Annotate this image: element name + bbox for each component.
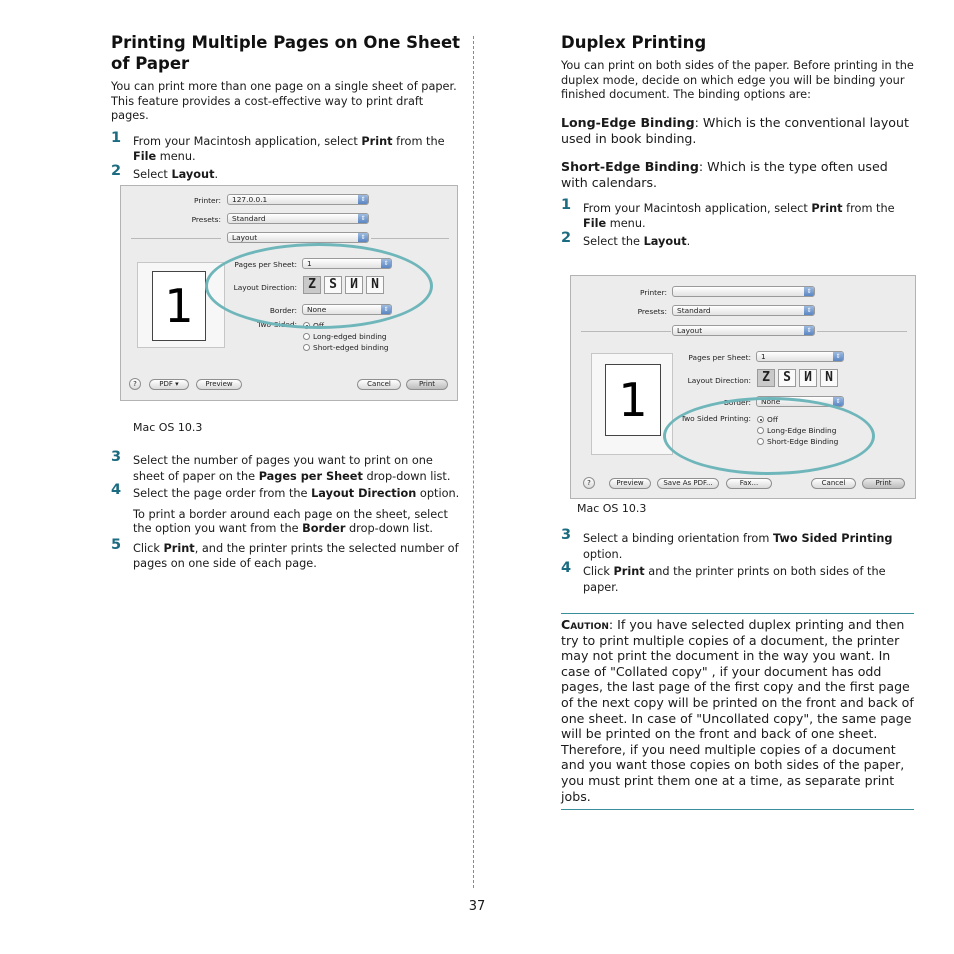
term-bold: Short-Edge Binding xyxy=(561,158,699,174)
step-number: 1 xyxy=(561,196,572,213)
presets-popup[interactable] xyxy=(672,305,815,316)
preview-button[interactable]: Preview xyxy=(609,478,651,489)
step-bold: Print xyxy=(361,134,393,148)
presets-label: Presets: xyxy=(637,307,667,316)
step-bold: File xyxy=(583,217,607,230)
column-divider xyxy=(473,36,474,888)
duplex-intro: You can print on both sides of the paper. Before printing in the duplex mode, decide on which edge you will be binding your finished document. The binding options are: xyxy=(561,59,914,101)
printer-popup[interactable] xyxy=(227,194,369,205)
panel-value: Layout xyxy=(677,326,703,335)
step-number: 3 xyxy=(561,527,572,543)
step-number: 2 xyxy=(111,162,122,179)
step-3 xyxy=(561,527,914,562)
radio-label: Off xyxy=(767,415,778,424)
popup-arrows-icon: ⇕ xyxy=(804,306,814,315)
layout-preview xyxy=(591,353,673,455)
direction-z-icon[interactable]: Z xyxy=(757,369,775,387)
direction-s-icon[interactable]: S xyxy=(778,369,796,387)
popup-arrows-icon: ⇕ xyxy=(381,305,391,314)
note-bold: Border xyxy=(302,522,346,535)
step-number: 3 xyxy=(111,449,122,465)
radio-label: Off xyxy=(313,321,324,330)
step-text: . xyxy=(214,167,219,181)
border-note xyxy=(111,508,463,537)
step-bold: Layout Direction xyxy=(311,487,417,500)
layout-dialog-screenshot xyxy=(120,185,458,401)
layout-direction-buttons xyxy=(757,369,838,387)
step-4 xyxy=(561,560,914,595)
step-text: menu. xyxy=(606,217,646,230)
step-text: from the xyxy=(842,201,895,215)
step-text: Click xyxy=(133,541,164,555)
two-sided-label: Two-Sided: xyxy=(257,320,297,329)
step-number: 4 xyxy=(561,560,572,576)
layout-direction-label: Layout Direction: xyxy=(687,376,751,385)
border-label: Border: xyxy=(723,398,751,407)
duplex-dialog-screenshot xyxy=(570,275,916,499)
presets-value: Standard xyxy=(677,306,711,315)
step-text: Select the page order from the xyxy=(133,487,312,500)
step-bold: Pages per Sheet xyxy=(258,469,363,483)
step-text: Select a binding orientation from xyxy=(583,532,773,545)
fax-button[interactable]: Fax... xyxy=(726,478,772,489)
print-button[interactable]: Print xyxy=(406,379,448,390)
caution-text: : If you have selected duplex printing and then try to print multiple copies of a document, the printer may not print the document in the way you want. In case of "Collated copy" , if your document has odd pages, the last page of the first copy and the first page of the next copy will be printed on the front and back of one sheet. In case of "Uncollated copy", the same page will be printed on the front and back of one sheet. Therefore, if you need multiple copies of a document and you want those copies on both sides of the paper, you must print them one at a time, as separate print jobs. xyxy=(561,617,914,804)
step-number: 2 xyxy=(561,229,572,246)
step-bold: Print xyxy=(811,201,843,215)
presets-popup[interactable] xyxy=(227,213,369,224)
intro-text: You can print more than one page on a single sheet of paper. This feature provides a cost-effective way to print draft pages. xyxy=(111,80,457,122)
radio-short-edged[interactable] xyxy=(303,343,389,352)
screenshot-caption: Mac OS 10.3 xyxy=(133,421,203,434)
term-desc: : Which is the type often used with calendars. xyxy=(561,158,888,190)
direction-s-icon[interactable]: S xyxy=(324,276,342,294)
highlight-ellipse xyxy=(205,243,433,329)
step-number: 5 xyxy=(111,536,122,553)
pages-per-sheet-label: Pages per Sheet: xyxy=(234,260,297,269)
step-text: Click xyxy=(583,565,614,578)
note-text: To print a border around each page on the sheet, select the option you want from the xyxy=(133,507,448,535)
preview-page xyxy=(605,364,661,436)
preview-button[interactable]: Preview xyxy=(196,379,242,390)
pages-per-sheet-popup[interactable] xyxy=(756,351,844,362)
step-bold: Layout xyxy=(171,167,215,181)
popup-arrows-icon: ⇕ xyxy=(358,195,368,204)
step-2 xyxy=(111,162,463,183)
step-bold: File xyxy=(133,150,157,163)
popup-arrows-icon: ⇕ xyxy=(358,214,368,223)
printer-popup[interactable] xyxy=(672,286,815,297)
radio-dot-icon xyxy=(303,344,310,351)
step-bold: Two Sided Printing xyxy=(772,532,893,545)
panel-value: Layout xyxy=(232,233,258,242)
direction-n-icon[interactable]: N xyxy=(820,369,838,387)
cancel-button[interactable]: Cancel xyxy=(357,379,401,390)
radio-long-edged[interactable] xyxy=(303,332,387,341)
step-text: From your Macintosh application, select xyxy=(133,134,362,148)
pages-per-sheet-value: 1 xyxy=(307,259,312,268)
border-value: None xyxy=(307,305,327,314)
step-number: 1 xyxy=(111,129,122,146)
popup-arrows-icon: ⇕ xyxy=(381,259,391,268)
printer-label: Printer: xyxy=(640,288,667,297)
term-bold: Long-Edge Binding xyxy=(561,114,695,130)
right-steps-lower xyxy=(561,527,914,810)
right-column xyxy=(561,32,914,804)
printer-label: Printer: xyxy=(194,196,221,205)
panel-popup[interactable] xyxy=(672,325,815,336)
screenshot-caption: Mac OS 10.3 xyxy=(577,502,647,515)
panel-popup[interactable] xyxy=(227,232,369,243)
popup-arrows-icon: ⇕ xyxy=(358,233,368,242)
radio-label: Long-edged binding xyxy=(313,332,387,341)
step-text: menu. xyxy=(156,150,196,163)
preview-page-number: 1 xyxy=(164,279,194,333)
help-button[interactable]: ? xyxy=(129,378,141,390)
step-text: . xyxy=(686,234,691,248)
highlight-ellipse xyxy=(663,397,875,475)
radio-label: Short-Edge Binding xyxy=(767,437,839,446)
popup-arrows-icon: ⇕ xyxy=(833,397,843,406)
direction-n-reverse-icon[interactable]: И xyxy=(799,369,817,387)
save-as-pdf-button[interactable]: Save As PDF... xyxy=(657,478,719,489)
step-bold: Print xyxy=(613,565,645,578)
pdf-button[interactable]: PDF ▾ xyxy=(149,379,189,390)
step-text: option. xyxy=(416,487,460,500)
step-text: Select the number of pages you want to print on one sheet of paper on the xyxy=(133,454,433,483)
printer-value: 127.0.0.1 xyxy=(232,195,268,204)
term-desc: : Which is the conventional layout used in book binding. xyxy=(561,114,909,146)
short-edge-definition xyxy=(561,159,914,191)
direction-n-reverse-icon[interactable]: И xyxy=(345,276,363,294)
step-text: Select xyxy=(133,167,172,181)
radio-label: Long-Edge Binding xyxy=(767,426,837,435)
cancel-button[interactable]: Cancel xyxy=(811,478,856,489)
two-sided-printing-label: Two Sided Printing: xyxy=(680,414,751,423)
print-button[interactable]: Print xyxy=(862,478,905,489)
step-4 xyxy=(111,482,463,502)
pages-per-sheet-value: 1 xyxy=(761,352,766,361)
direction-n-icon[interactable]: N xyxy=(366,276,384,294)
step-1 xyxy=(561,196,914,232)
help-button[interactable]: ? xyxy=(583,477,595,489)
separator xyxy=(371,238,449,239)
step-text: From your Macintosh application, select xyxy=(583,201,812,215)
step-2 xyxy=(561,229,914,250)
presets-label: Presets: xyxy=(191,215,221,224)
section-title-multiple-pages: Printing Multiple Pages on One Sheet of Paper xyxy=(111,33,461,73)
step-text: Select the xyxy=(583,234,644,248)
page-number: 37 xyxy=(468,899,486,914)
step-text: and the printer prints on both sides of the paper. xyxy=(583,565,886,594)
separator xyxy=(817,331,907,332)
caution-box xyxy=(561,613,914,810)
step-text: , and the printer prints the selected number of pages on one side of each page. xyxy=(133,541,459,570)
step-1 xyxy=(111,129,463,165)
step-number: 4 xyxy=(111,482,122,498)
step-text: from the xyxy=(392,134,445,148)
step-text: drop-down list. xyxy=(362,469,451,483)
left-column xyxy=(111,32,463,570)
direction-z-icon[interactable]: Z xyxy=(303,276,321,294)
left-steps-lower xyxy=(111,449,463,574)
layout-direction-label: Layout Direction: xyxy=(233,283,297,292)
radio-label: Short-edged binding xyxy=(313,343,389,352)
caution-heading: Caution xyxy=(561,617,609,632)
step-text: option. xyxy=(583,547,623,561)
preview-page xyxy=(152,271,206,341)
preview-page-number: 1 xyxy=(618,373,648,427)
presets-value: Standard xyxy=(232,214,266,223)
separator xyxy=(131,238,221,239)
section-title-duplex: Duplex Printing xyxy=(561,33,707,52)
popup-arrows-icon: ⇕ xyxy=(804,326,814,335)
note-text: drop-down list. xyxy=(345,522,433,535)
border-value: None xyxy=(761,397,781,406)
step-5 xyxy=(111,536,463,572)
step-bold: Print xyxy=(163,541,195,555)
separator xyxy=(581,331,671,332)
radio-dot-icon xyxy=(303,333,310,340)
step-3 xyxy=(111,449,463,484)
pages-per-sheet-label: Pages per Sheet: xyxy=(688,353,751,362)
long-edge-definition xyxy=(561,115,914,147)
popup-arrows-icon: ⇕ xyxy=(833,352,843,361)
border-label: Border: xyxy=(269,306,297,315)
popup-arrows-icon: ⇕ xyxy=(804,287,814,296)
step-bold: Layout xyxy=(643,234,687,248)
